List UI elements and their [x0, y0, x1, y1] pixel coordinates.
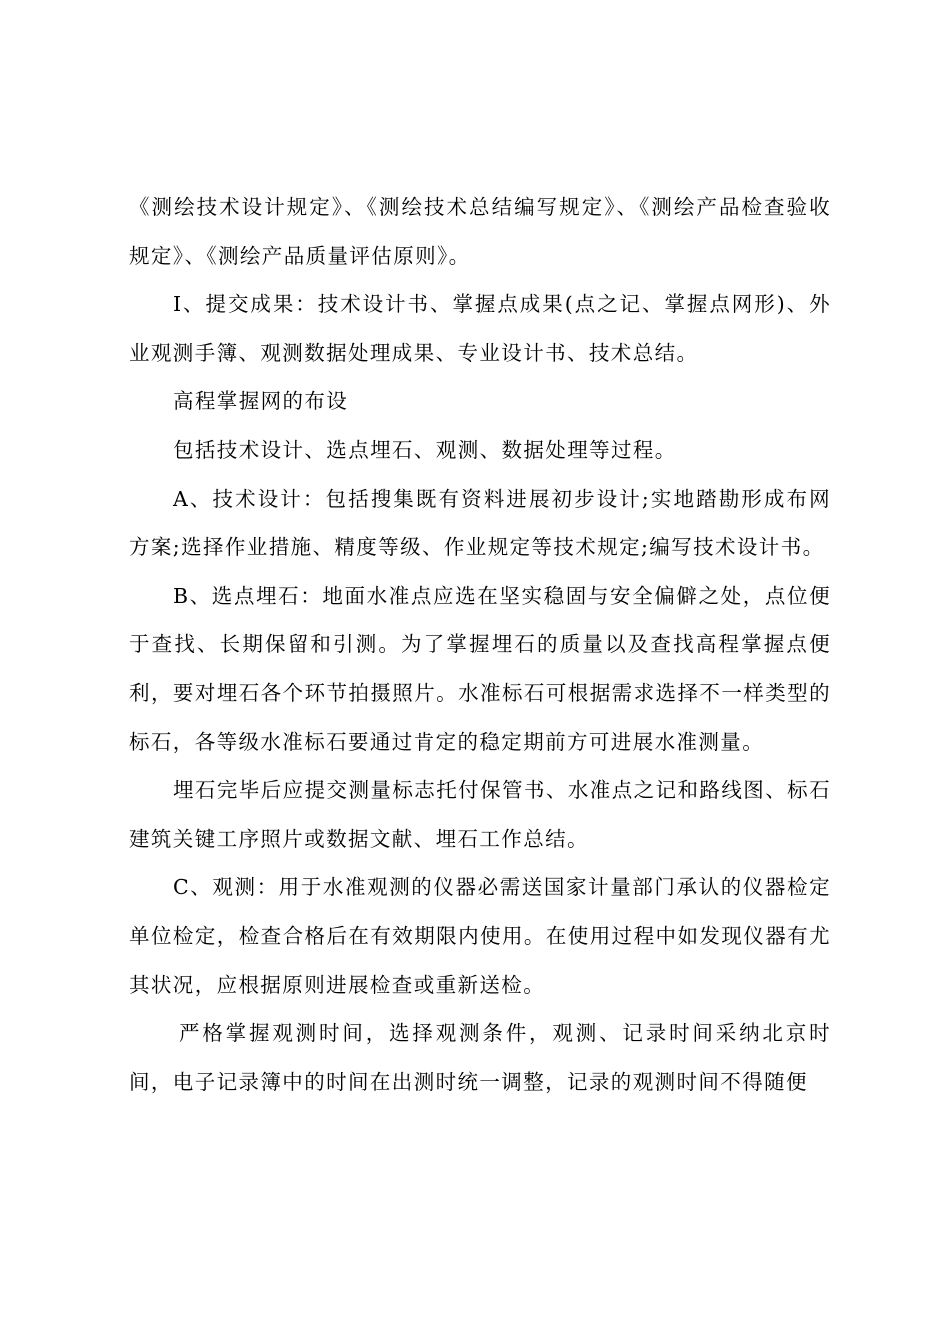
paragraph-observation-time: 严格掌握观测时间，选择观测条件，观测、记录时间采纳北京时间，电子记录簿中的时间在出测时统一调整，记录的观测时间不得随便 — [129, 1021, 831, 1094]
paragraph-technical-design: A、技术设计：包括搜集既有资料进展初步设计;实地踏勘形成布网方案;选择作业措施、精度等级、作业规定等技术规定;编写技术设计书。 — [129, 486, 831, 560]
paragraph-submit-results: I、提交成果：技术设计书、掌握点成果(点之记、掌握点网形)、外业观测手簿、观测数据处理成果、专业设计书、技术总结。 — [129, 292, 831, 365]
paragraph-observation: C、观测：用于水准观测的仪器必需送国家计量部门承认的仪器检定单位检定，检查合格后在有效期限内使用。在使用过程中如发现仪器有尤其状况，应根据原则进展检查或重新送检。 — [129, 875, 831, 997]
section-heading-elevation-network: 高程掌握网的布设 — [173, 389, 349, 414]
paragraph-process-overview: 包括技术设计、选点埋石、观测、数据处理等过程。 — [173, 437, 677, 462]
paragraph-site-selection: B、选点埋石：地面水准点应选在坚实稳固与安全偏僻之处，点位便于查找、长期保留和引测。为了掌握埋石的质量以及查找高程掌握点便利，要对埋石各个环节拍摄照片。水准标石可根据需求选择不一样类型的标石，各等级水准标石要通过肯定的稳定期前方可进展水准测量。 — [129, 583, 831, 754]
document-body — [129, 183, 831, 1106]
paragraph-burial-completion: 埋石完毕后应提交测量标志托付保管书、水准点之记和路线图、标石建筑关键工序照片或数据文献、埋石工作总结。 — [129, 778, 831, 851]
paragraph-references: 《测绘技术设计规定》、《测绘技术总结编写规定》、《测绘产品检查验收规定》、《测绘产品质量评估原则》。 — [129, 195, 831, 268]
